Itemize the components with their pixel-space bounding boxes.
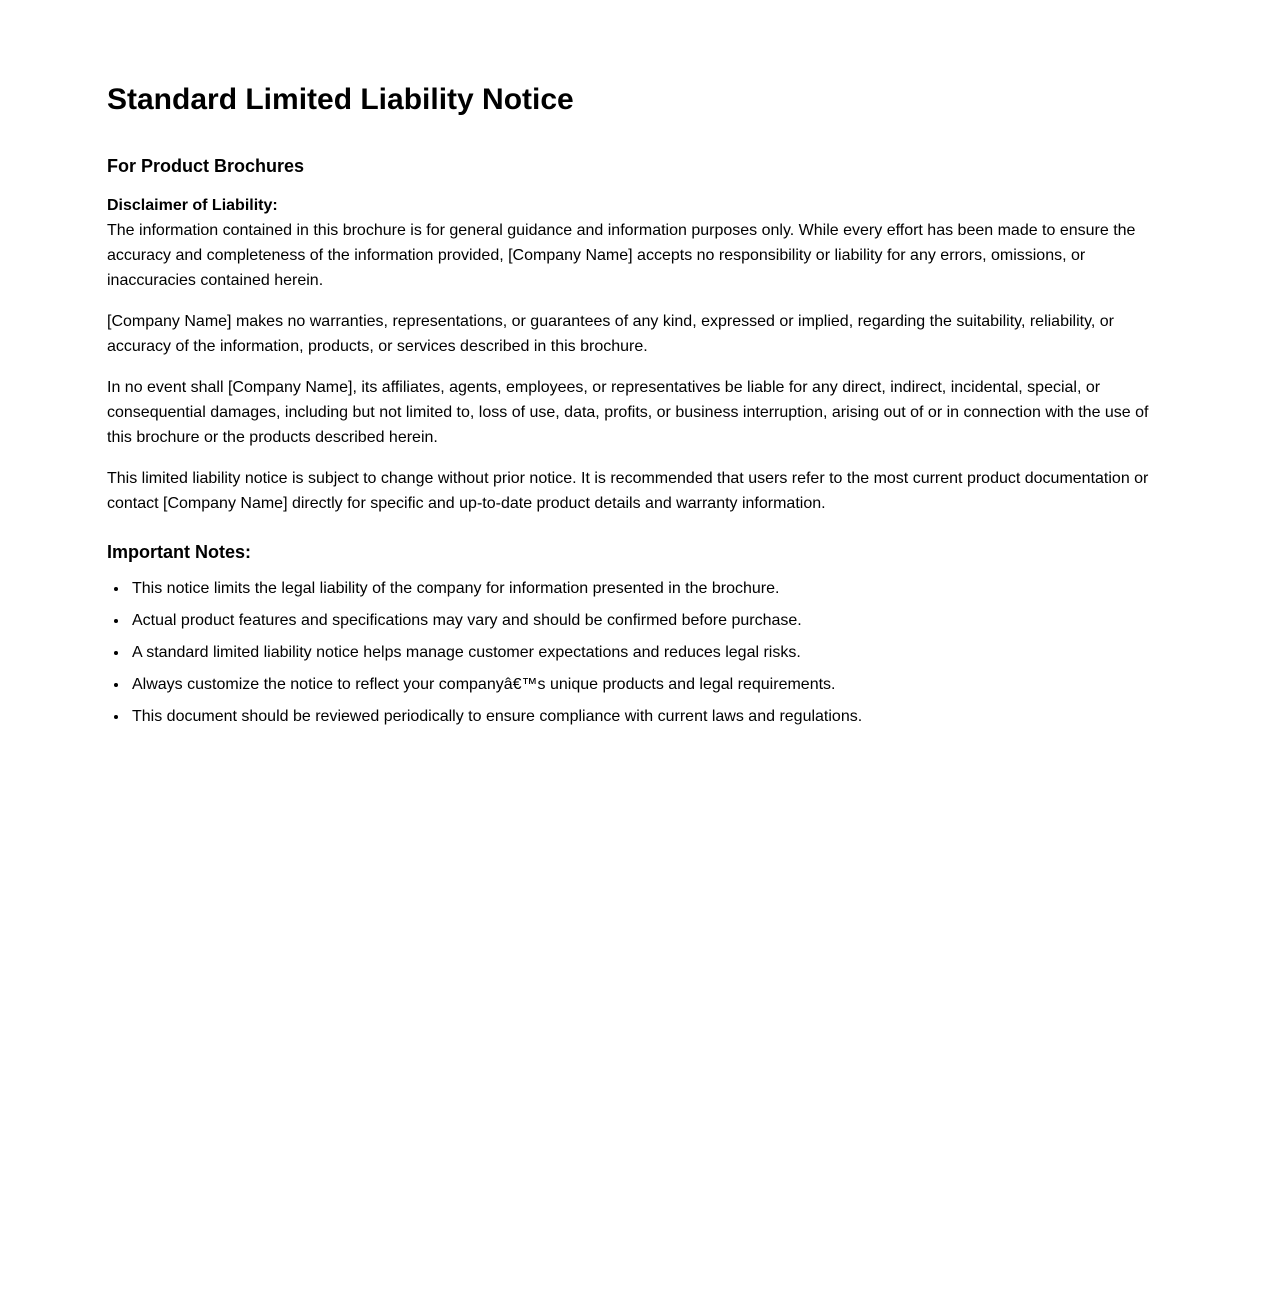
note-item: • This notice limits the legal liability of the company for information presented in the brochure. (129, 576, 1171, 601)
damages-paragraph: In no event shall [Company Name], its affiliates, agents, employees, or representatives be liable for any direct, indirect, incidental, special, or consequential damages, including but not limited to, loss of use, data, profits, or business interruption, arising out of or in connection with the use of this brochure or the products described herein. (107, 379, 1149, 447)
page-title: Standard Limited Liability Notice (107, 83, 574, 116)
note-item: • Always customize the notice to reflect your companyâ€™s unique products and legal requirements. (129, 672, 1171, 697)
note-item: • A standard limited liability notice helps manage customer expectations and reduces legal risks. (129, 640, 1171, 665)
notice-change-paragraph: This limited liability notice is subject to change without prior notice. It is recommended that users refer to the most current product documentation or contact [Company Name] directly for specific and up-to-date product details and warranty information. (107, 470, 1149, 513)
warranties-paragraph: [Company Name] makes no warranties, representations, or guarantees of any kind, expressed or implied, regarding the suitability, reliability, or accuracy of the information, products, or services described in this brochure. (107, 313, 1115, 356)
document-subtitle: For Product Brochures (107, 155, 305, 176)
disclaimer-text: The information contained in this brochure is for general guidance and information purposes only. While every effort has been made to ensure the accuracy and completeness of the information provided, [Company Name] accepts no responsibility or liability for any errors, omissions, or inaccuracies contained herein. (107, 222, 1136, 290)
note-item: • This document should be reviewed periodically to ensure compliance with current laws and regulations. (129, 704, 1171, 729)
notes-list (107, 576, 1171, 729)
note-item: • Actual product features and specifications may vary and should be confirmed before purchase. (129, 608, 1171, 633)
disclaimer-label: Disclaimer of Liability: (107, 197, 278, 215)
disclaimer-paragraph (107, 193, 1171, 293)
notes-heading: Important Notes: (107, 542, 251, 563)
